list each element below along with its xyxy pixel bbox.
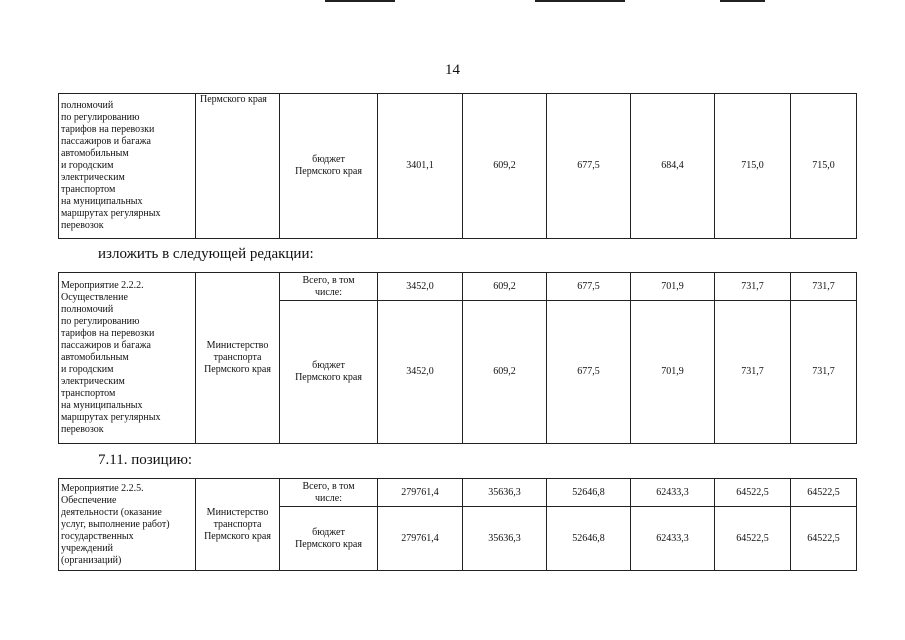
measure-name-cell: Мероприятие 2.2.5. Обеспечение деятельности (оказание услуг, выполнение работ) государственных учреждений (организаций) [59, 479, 196, 571]
value-cell: 64522,5 [715, 507, 791, 571]
table-row [59, 479, 857, 507]
value-cell: 609,2 [463, 94, 547, 239]
value-cell: 64522,5 [791, 507, 857, 571]
funding-source-cell: бюджет Пермского края [280, 507, 378, 571]
measure-name-cell: полномочий по регулированию тарифов на перевозки пассажиров и багажа автомобильным и городским электрическим транспортом на муниципальных маршрутах регулярных перевозок [59, 94, 196, 239]
value-cell: 62433,3 [631, 479, 715, 507]
measure-name-cell: Мероприятие 2.2.2. Осуществление полномочий по регулированию тарифов на перевозки пассажиров и багажа автомобильным и городским электрическим транспортом на муниципальных маршрутах регулярных перевозок [59, 273, 196, 444]
scan-edge-mark [535, 0, 625, 2]
value-cell: 684,4 [631, 94, 715, 239]
scan-edge-mark [325, 0, 395, 2]
caption-edit: изложить в следующей редакции: [98, 246, 314, 262]
table-new-edition [58, 272, 857, 444]
table-row [59, 94, 857, 239]
funding-source-cell: Всего, в том числе: [280, 273, 378, 301]
value-cell: 52646,8 [547, 507, 631, 571]
value-cell: 715,0 [715, 94, 791, 239]
value-cell: 35636,3 [463, 507, 547, 571]
value-cell: 731,7 [791, 273, 857, 301]
executor-cell: Министерство транспорта Пермского края [196, 479, 280, 571]
funding-source-cell: Всего, в том числе: [280, 479, 378, 507]
value-cell: 677,5 [547, 301, 631, 444]
value-cell: 701,9 [631, 301, 715, 444]
value-cell: 279761,4 [378, 479, 463, 507]
value-cell: 677,5 [547, 94, 631, 239]
value-cell: 731,7 [791, 301, 857, 444]
value-cell: 3452,0 [378, 301, 463, 444]
value-cell: 35636,3 [463, 479, 547, 507]
table-row [59, 273, 857, 301]
value-cell: 279761,4 [378, 507, 463, 571]
value-cell: 3452,0 [378, 273, 463, 301]
value-cell: 609,2 [463, 273, 547, 301]
table-old-position [58, 93, 857, 239]
value-cell: 3401,1 [378, 94, 463, 239]
table-position-2-2-5 [58, 478, 857, 571]
value-cell: 701,9 [631, 273, 715, 301]
funding-source-cell: бюджет Пермского края [280, 94, 378, 239]
scan-edge-mark [720, 0, 765, 2]
funding-source-cell: бюджет Пермского края [280, 301, 378, 444]
caption-position: 7.11. позицию: [98, 452, 193, 468]
value-cell: 731,7 [715, 273, 791, 301]
executor-cell: Министерство транспорта Пермского края [196, 273, 280, 444]
value-cell: 64522,5 [715, 479, 791, 507]
value-cell: 52646,8 [547, 479, 631, 507]
value-cell: 715,0 [791, 94, 857, 239]
value-cell: 64522,5 [791, 479, 857, 507]
executor-cell: Пермского края [196, 94, 280, 239]
value-cell: 62433,3 [631, 507, 715, 571]
value-cell: 609,2 [463, 301, 547, 444]
value-cell: 731,7 [715, 301, 791, 444]
value-cell: 677,5 [547, 273, 631, 301]
page-number: 14 [445, 62, 460, 78]
